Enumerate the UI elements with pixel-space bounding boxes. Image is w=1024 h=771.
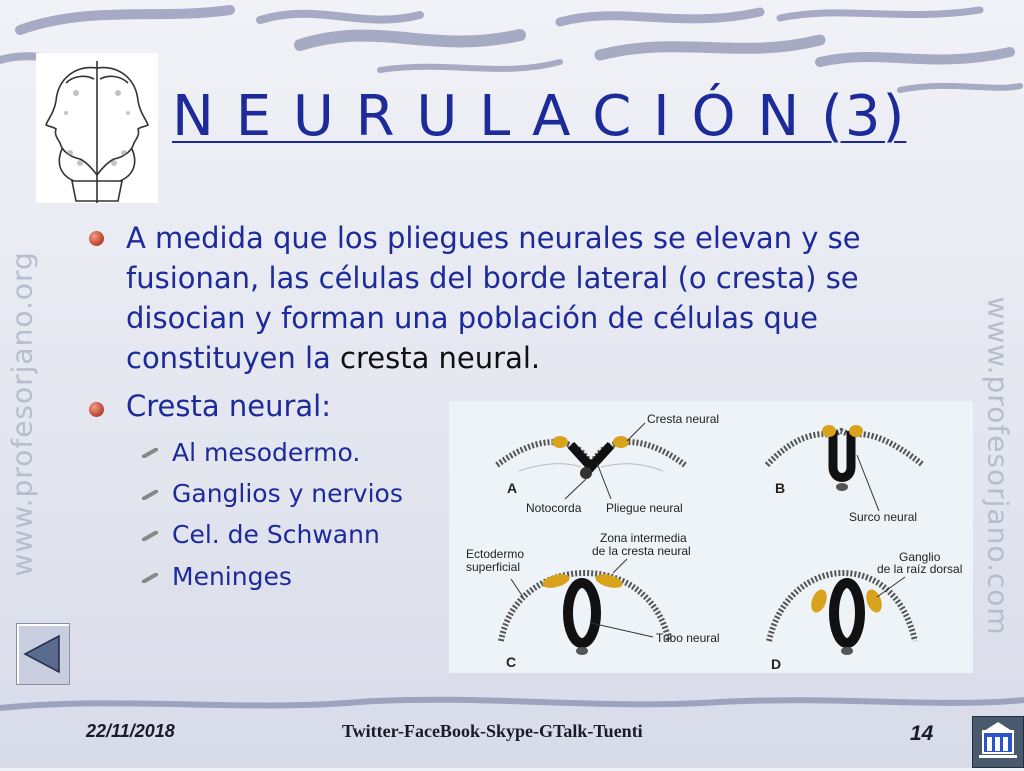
footer-date: 22/11/2018 bbox=[86, 721, 175, 741]
sub-bullet-icon bbox=[142, 531, 158, 541]
paragraph-highlight: cresta neural bbox=[340, 341, 531, 375]
bullet-icon bbox=[89, 231, 104, 246]
footer-center-text: Twitter-FaceBook-Skype-GTalk-Tuenti bbox=[342, 721, 643, 741]
label-panel-b: B bbox=[775, 480, 786, 496]
side-url-right: www.profesorjano.com bbox=[981, 296, 1015, 636]
sub-bullet-icon bbox=[142, 573, 158, 583]
bullet-icon bbox=[89, 402, 104, 417]
label-ganglio-1: Ganglio bbox=[899, 550, 941, 564]
sub-item: Al mesodermo. bbox=[172, 438, 361, 467]
label-panel-c: C bbox=[506, 654, 517, 670]
side-url-left: www.profesorjano.org bbox=[5, 251, 39, 577]
panel-b-drawing bbox=[767, 425, 923, 511]
neurulation-figure bbox=[449, 401, 973, 673]
label-pliegue-neural: Pliegue neural bbox=[606, 501, 683, 515]
label-cresta-neural: Cresta neural bbox=[647, 412, 720, 426]
home-button[interactable] bbox=[972, 716, 1024, 768]
label-panel-d: D bbox=[771, 656, 782, 672]
janus-logo bbox=[36, 53, 158, 203]
label-zona-1: Zona intermedia bbox=[600, 531, 687, 545]
sub-bullet-icon bbox=[142, 448, 158, 458]
label-zona-2: de la cresta neural bbox=[592, 544, 691, 558]
triangle-left-icon bbox=[17, 624, 69, 684]
footer-wave bbox=[0, 692, 1024, 716]
label-tubo-neural: Tubo neural bbox=[656, 631, 720, 645]
sub-item: Ganglios y nervios bbox=[172, 479, 403, 508]
sub-item: Cel. de Schwann bbox=[172, 520, 380, 549]
label-surco-neural: Surco neural bbox=[849, 510, 918, 524]
sub-item: Meninges bbox=[172, 562, 292, 591]
label-notocorda: Notocorda bbox=[526, 501, 582, 515]
paragraph-text: A medida que los pliegues neurales se elevan y se fusionan, las células del borde lateral (o cresta) se disocian y forman una población de células que constituyen la bbox=[126, 221, 861, 375]
home-icon bbox=[973, 717, 1023, 767]
bullet-cresta-neural: Cresta neural: bbox=[126, 389, 331, 423]
label-ganglio-2: de la raíz dorsal bbox=[877, 562, 963, 576]
label-panel-a: A bbox=[507, 480, 518, 496]
panel-a-drawing bbox=[497, 423, 685, 499]
label-ectodermo-2: superficial bbox=[466, 560, 521, 574]
page-number: 14 bbox=[910, 722, 934, 745]
panel-d-drawing bbox=[769, 573, 915, 655]
label-ectodermo-1: Ectodermo bbox=[466, 547, 525, 561]
sub-bullet-icon bbox=[142, 490, 158, 500]
slide-title: N E U R U L A C I Ó N (3) bbox=[172, 84, 907, 149]
panel-c-drawing bbox=[501, 559, 669, 655]
back-button[interactable] bbox=[16, 623, 70, 685]
bullet-paragraph bbox=[126, 218, 926, 378]
paragraph-end: . bbox=[530, 341, 541, 375]
